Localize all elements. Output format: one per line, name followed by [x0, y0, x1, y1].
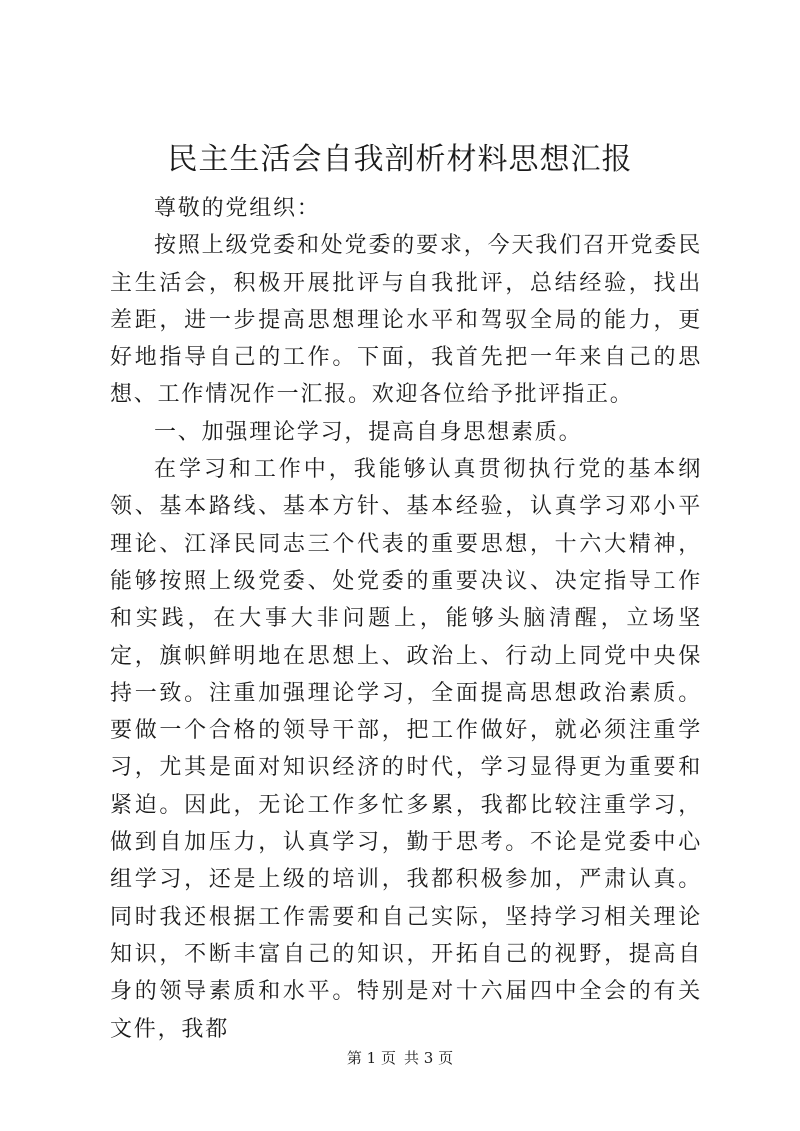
page-total: 共 3 页 [404, 1049, 454, 1067]
page-number: 第 1 页 [346, 1049, 396, 1067]
salutation-paragraph: 尊敬的党组织： [154, 196, 321, 221]
section-body-paragraph: 在学习和工作中，我能够认真贯彻执行党的基本纲领、基本路线、基本方针、基本经验，认真学习邓小平理论、江泽民同志三个代表的重要思想，十六大精神，能够按照上级党委、处党委的重要决议、决定指导工作和实践，在大事大非问题上，能够头脑清醒，立场坚定，旗帜鲜明地在思想上、政治上、行动上同党中央保持一致。注重加强理论学习，全面提高思想政治素质。要做一个合格的领导干部，把工作做好，就必须注重学习，尤其是面对知识经济的时代，学习显得更为重要和紧迫。因此，无论工作多忙多累，我都比较注重学习，做到自加压力，认真学习，勤于思考。不论是党委中心组学习，还是上级的培训，我都积极参加，严肃认真。同时我还根据工作需要和自己实际，坚持学习相关理论知识，不断丰富自己的知识，开拓自己的视野，提高自身的领导素质和水平。特别是对十六届四中全会的有关文件，我都 [110, 457, 702, 1042]
document-body [110, 190, 702, 1048]
intro-paragraph: 按照上级党委和处党委的要求，今天我们召开党委民主生活会，积极开展批评与自我批评，总结经验，找出差距，进一步提高思想理论水平和驾驭全局的能力，更好地指导自己的工作。下面，我首先把一年来自己的思想、工作情况作一汇报。欢迎各位给予批评指正。 [110, 233, 702, 408]
document-title: 民主生活会自我剖析材料思想汇报 [167, 142, 633, 177]
section-heading-paragraph: 一、加强理论学习，提高自身思想素质。 [154, 419, 583, 445]
page-footer [0, 1048, 800, 1068]
